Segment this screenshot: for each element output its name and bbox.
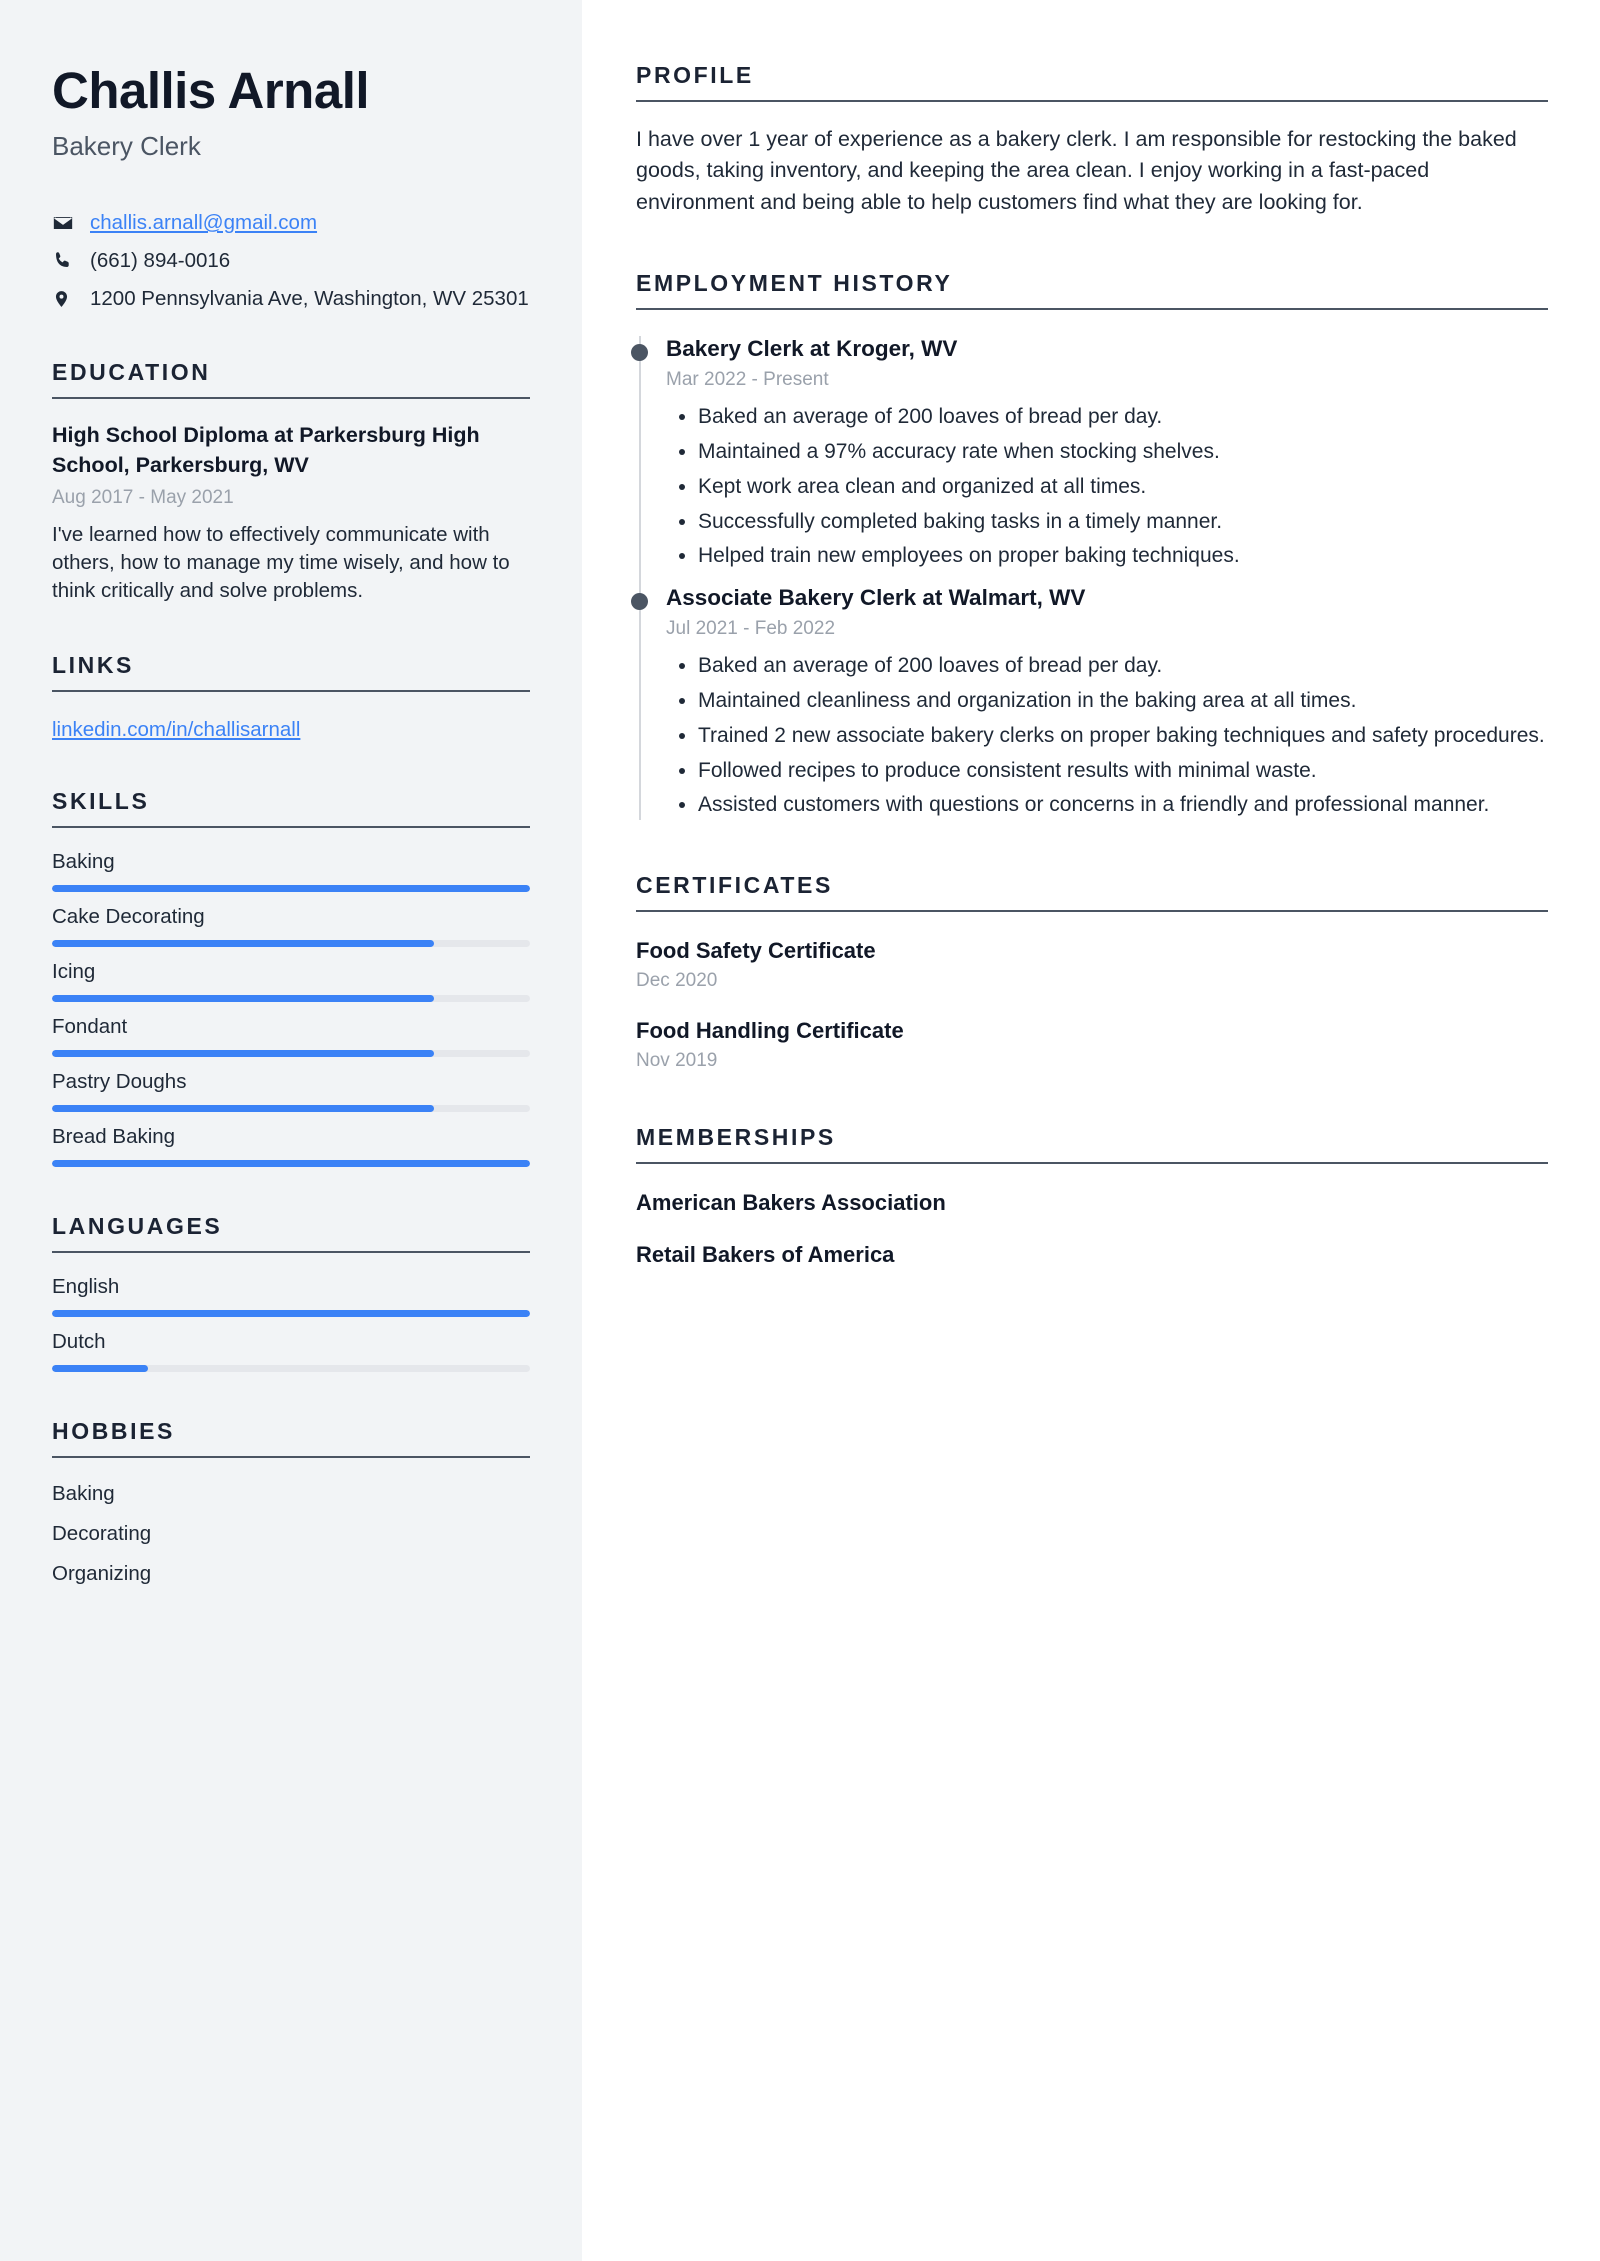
skill-bar-fill <box>52 995 434 1002</box>
certificates-list <box>636 938 1548 1072</box>
employment-bullet: • Trained 2 new associate bakery clerks on proper baking techniques and safety procedures. <box>698 721 1548 751</box>
languages-list <box>52 1275 530 1372</box>
skill-bar-track <box>52 995 530 1002</box>
employment-bullet: • Followed recipes to produce consistent results with minimal waste. <box>698 756 1548 786</box>
skill-bar-fill <box>52 940 434 947</box>
links-heading: LINKS <box>52 651 134 678</box>
skill-item <box>52 905 530 947</box>
certificate-title: Food Handling Certificate <box>636 1018 904 1044</box>
skill-label: Bread Baking <box>52 1124 176 1148</box>
skill-bar-track <box>52 1105 530 1112</box>
employment-bullet: • Maintained a 97% accuracy rate when stocking shelves. <box>698 437 1548 467</box>
employment-bullet: • Baked an average of 200 loaves of bread per day. <box>698 651 1548 681</box>
hobby-item: Baking <box>52 1481 115 1505</box>
education-title: High School Diploma at Parkersburg High School, Parkersburg, WV <box>52 423 480 477</box>
language-bar-fill <box>52 1365 148 1372</box>
timeline-dot-icon <box>631 344 648 361</box>
employment-bullet: • Baked an average of 200 loaves of bread per day. <box>698 402 1548 432</box>
contact-email-row <box>52 208 530 237</box>
employment-jobs <box>636 336 1548 820</box>
skill-item <box>52 1125 530 1167</box>
section-skills <box>52 788 530 1167</box>
language-item <box>52 1330 530 1372</box>
employment-bullets <box>666 651 1548 820</box>
memberships-list <box>636 1190 1548 1268</box>
language-bar-fill <box>52 1310 530 1317</box>
phone-icon <box>52 246 90 271</box>
skills-rule <box>52 826 530 828</box>
skills-heading: SKILLS <box>52 787 150 814</box>
education-date: Aug 2017 - May 2021 <box>52 486 234 508</box>
profile-heading: PROFILE <box>636 62 754 88</box>
contact-address-row <box>52 284 530 313</box>
skill-bar-fill <box>52 1105 434 1112</box>
certificate-item <box>636 938 1548 992</box>
memberships-heading: MEMBERSHIPS <box>636 1124 836 1151</box>
certificate-title: Food Safety Certificate <box>636 938 876 964</box>
language-bar-track <box>52 1365 530 1372</box>
section-links <box>52 652 530 742</box>
certificate-date: Nov 2019 <box>636 1050 718 1072</box>
skill-bar-track <box>52 885 530 892</box>
envelope-icon <box>52 208 90 234</box>
candidate-job-title: Bakery Clerk <box>52 131 201 162</box>
section-languages <box>52 1213 530 1372</box>
section-memberships <box>636 1124 1548 1268</box>
employment-date: Mar 2022 - Present <box>666 369 829 391</box>
membership-item: American Bakers Association <box>636 1190 946 1216</box>
sidebar <box>0 0 582 2261</box>
skill-bar-track <box>52 1050 530 1057</box>
education-rule <box>52 397 530 399</box>
employment-bullet: • Kept work area clean and organized at all times. <box>698 472 1548 502</box>
hobbies-rule <box>52 1456 530 1458</box>
language-label: English <box>52 1274 120 1298</box>
language-label: Dutch <box>52 1329 106 1353</box>
skill-item <box>52 1015 530 1057</box>
candidate-name: Challis Arnall <box>52 62 370 119</box>
location-pin-icon <box>52 284 90 310</box>
contact-phone: (661) 894-0016 <box>90 249 231 273</box>
skills-list <box>52 850 530 1167</box>
education-heading: EDUCATION <box>52 359 211 386</box>
section-certificates <box>636 872 1548 1072</box>
skill-item <box>52 1070 530 1112</box>
skill-bar-fill <box>52 1160 530 1167</box>
section-profile <box>636 62 1548 218</box>
section-employment <box>636 270 1548 820</box>
main-column <box>582 0 1600 2261</box>
employment-bullets <box>666 402 1548 571</box>
employment-entry <box>636 585 1548 820</box>
certificates-heading: CERTIFICATES <box>636 872 833 899</box>
skill-item <box>52 960 530 1002</box>
memberships-rule <box>636 1162 1548 1164</box>
timeline-dot-icon <box>631 593 648 610</box>
languages-heading: LANGUAGES <box>52 1212 223 1239</box>
employment-rule <box>636 308 1548 310</box>
hobby-item: Decorating <box>52 1521 152 1545</box>
skill-label: Icing <box>52 959 96 983</box>
skill-bar-fill <box>52 1050 434 1057</box>
section-education <box>52 359 530 605</box>
employment-bullet: • Maintained cleanliness and organization in the baking area at all times. <box>698 686 1548 716</box>
skill-label: Fondant <box>52 1014 128 1038</box>
languages-rule <box>52 1251 530 1253</box>
skill-bar-track <box>52 1160 530 1167</box>
profile-text: I have over 1 year of experience as a bakery clerk. I am responsible for restocking the baked goods, taking inventory, and keeping the area clean. I enjoy working in a fast-paced environment and being able to help customers find what they are looking for. <box>636 127 1517 214</box>
employment-heading: EMPLOYMENT HISTORY <box>636 270 953 297</box>
hobbies-heading: HOBBIES <box>52 1417 175 1444</box>
skill-label: Baking <box>52 849 115 873</box>
employment-title: Bakery Clerk at Kroger, WV <box>666 336 958 362</box>
membership-item: Retail Bakers of America <box>636 1242 895 1268</box>
links-list <box>52 718 530 742</box>
skill-label: Pastry Doughs <box>52 1069 187 1093</box>
skill-bar-fill <box>52 885 530 892</box>
skill-label: Cake Decorating <box>52 904 205 928</box>
employment-bullet: • Helped train new employees on proper baking techniques. <box>698 541 1548 571</box>
certificates-rule <box>636 910 1548 912</box>
hobby-item: Organizing <box>52 1561 152 1585</box>
skill-item <box>52 850 530 892</box>
linkedin-link[interactable]: linkedin.com/in/challisarnall <box>52 717 301 741</box>
hobbies-list <box>52 1482 530 1586</box>
certificate-date: Dec 2020 <box>636 970 718 992</box>
employment-title: Associate Bakery Clerk at Walmart, WV <box>666 585 1086 611</box>
language-item <box>52 1275 530 1317</box>
profile-rule <box>636 100 1548 102</box>
language-bar-track <box>52 1310 530 1317</box>
links-rule <box>52 690 530 692</box>
contact-phone-row <box>52 246 530 275</box>
email-link[interactable]: challis.arnall@gmail.com <box>90 211 318 235</box>
contact-block <box>52 208 530 313</box>
employment-bullet: • Assisted customers with questions or concerns in a friendly and professional manner. <box>698 790 1548 820</box>
contact-address: 1200 Pennsylvania Ave, Washington, WV 25301 <box>90 287 529 311</box>
certificate-item <box>636 1018 1548 1072</box>
skill-bar-track <box>52 940 530 947</box>
employment-date: Jul 2021 - Feb 2022 <box>666 618 836 640</box>
section-hobbies <box>52 1418 530 1586</box>
education-description: I've learned how to effectively communicate with others, how to manage my time wisely, and how to think critically and solve problems. <box>52 522 510 603</box>
employment-timeline <box>636 336 1548 820</box>
employment-bullet: • Successfully completed baking tasks in a timely manner. <box>698 507 1548 537</box>
contact-email[interactable] <box>90 208 530 237</box>
employment-entry <box>636 336 1548 571</box>
